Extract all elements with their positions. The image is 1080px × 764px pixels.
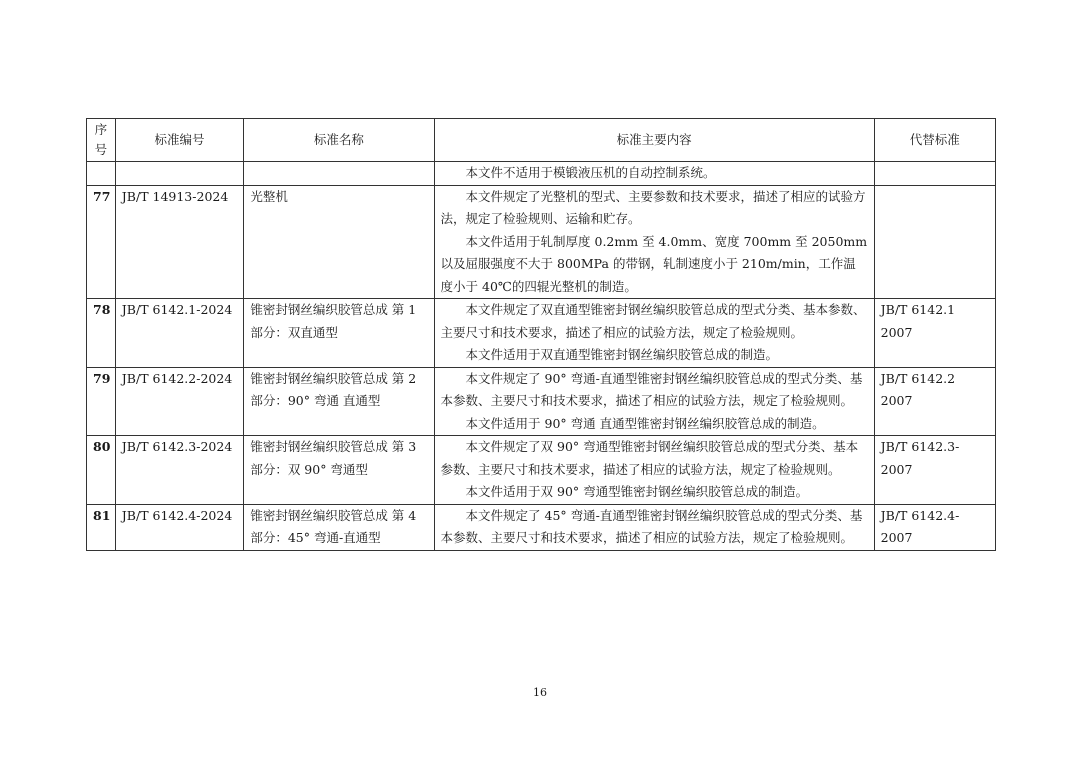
header-seq (87, 119, 116, 162)
content-paragraph: 本文件规定了 45° 弯通-直通型锥密封钢丝编织胶管总成的型式分类、基本参数、主要尺寸和技术要求，描述了相应的试验方法，规定了检验规则。 (440, 507, 863, 545)
cell-seq (87, 162, 116, 186)
cell-content (434, 436, 874, 505)
cell-number (115, 162, 244, 186)
content-paragraph: 本文件不适用于模锻液压机的自动控制系统。 (465, 165, 716, 180)
content-paragraph: 本文件规定了 90° 弯通-直通型锥密封钢丝编织胶管总成的型式分类、基本参数、主要尺寸和技术要求，描述了相应的试验方法，规定了检验规则。 (440, 370, 863, 408)
cell-replaces (874, 185, 995, 299)
content-paragraph: 本文件规定了光整机的型式、主要参数和技术要求，描述了相应的试验方法，规定了检验规则、运输和贮存。 (440, 188, 866, 226)
header-content: 标准主要内容 (434, 119, 874, 162)
cell-name: 锥密封钢丝编织胶管总成 第 1 部分：双直通型 (244, 299, 434, 368)
content-paragraph: 本文件适用于双 90° 弯通型锥密封钢丝编织胶管总成的制造。 (465, 484, 809, 499)
header-number: 标准编号 (115, 119, 244, 162)
cell-seq: 79 (87, 367, 116, 436)
cell-number: JB/T 6142.2-2024 (115, 367, 244, 436)
table-row (87, 367, 996, 436)
cell-replaces: JB/T 6142.3-2007 (874, 436, 995, 505)
cell-number: JB/T 6142.4-2024 (115, 504, 244, 550)
cell-number: JB/T 6142.3-2024 (115, 436, 244, 505)
table-row (87, 185, 996, 299)
cell-number: JB/T 6142.1-2024 (115, 299, 244, 368)
cell-seq: 77 (87, 185, 116, 299)
cell-name: 锥密封钢丝编织胶管总成 第 4 部分：45° 弯通-直通型 (244, 504, 434, 550)
header-row (87, 119, 996, 162)
content-paragraph: 本文件适用于轧制厚度 0.2mm 至 4.0mm、宽度 700mm 至 2050mm 以及屈服强度不大于 800MPa 的带钢，轧制速度小于 210m/min，工作温度小于 40℃的四辊光整机的制造。 (440, 233, 868, 294)
cell-seq: 80 (87, 436, 116, 505)
table-body (87, 162, 996, 551)
cell-content (434, 367, 874, 436)
cell-replaces: JB/T 6142.1 2007 (874, 299, 995, 368)
table-row (87, 299, 996, 368)
header-replaces: 代替标准 (874, 119, 995, 162)
table-row (87, 436, 996, 505)
cell-seq: 78 (87, 299, 116, 368)
table-row (87, 504, 996, 550)
cell-replaces: JB/T 6142.4-2007 (874, 504, 995, 550)
cell-content (434, 185, 874, 299)
continuation-row (87, 162, 996, 186)
content-paragraph: 本文件适用于双直通型锥密封钢丝编织胶管总成的制造。 (465, 347, 779, 362)
content-paragraph: 本文件规定了双 90° 弯通型锥密封钢丝编织胶管总成的型式分类、基本参数、主要尺寸和技术要求，描述了相应的试验方法，规定了检验规则。 (440, 439, 859, 477)
header-name: 标准名称 (244, 119, 434, 162)
header-seq-label: 序 号 (94, 122, 108, 157)
table-header (87, 119, 996, 162)
cell-content (434, 299, 874, 368)
cell-content (434, 162, 874, 186)
cell-content (434, 504, 874, 550)
cell-name (244, 162, 434, 186)
content-paragraph: 本文件规定了双直通型锥密封钢丝编织胶管总成的型式分类、基本参数、主要尺寸和技术要求，描述了相应的试验方法，规定了检验规则。 (440, 302, 866, 340)
cell-name: 锥密封钢丝编织胶管总成 第 2 部分：90° 弯通 直通型 (244, 367, 434, 436)
cell-name: 光整机 (244, 185, 434, 299)
cell-name: 锥密封钢丝编织胶管总成 第 3 部分：双 90° 弯通型 (244, 436, 434, 505)
cell-replaces (874, 162, 995, 186)
standards-table (86, 118, 996, 551)
cell-replaces: JB/T 6142.2 2007 (874, 367, 995, 436)
cell-seq: 81 (87, 504, 116, 550)
cell-number: JB/T 14913-2024 (115, 185, 244, 299)
content-paragraph: 本文件适用于 90° 弯通 直通型锥密封钢丝编织胶管总成的制造。 (465, 415, 825, 431)
page-number: 16 (533, 686, 547, 699)
